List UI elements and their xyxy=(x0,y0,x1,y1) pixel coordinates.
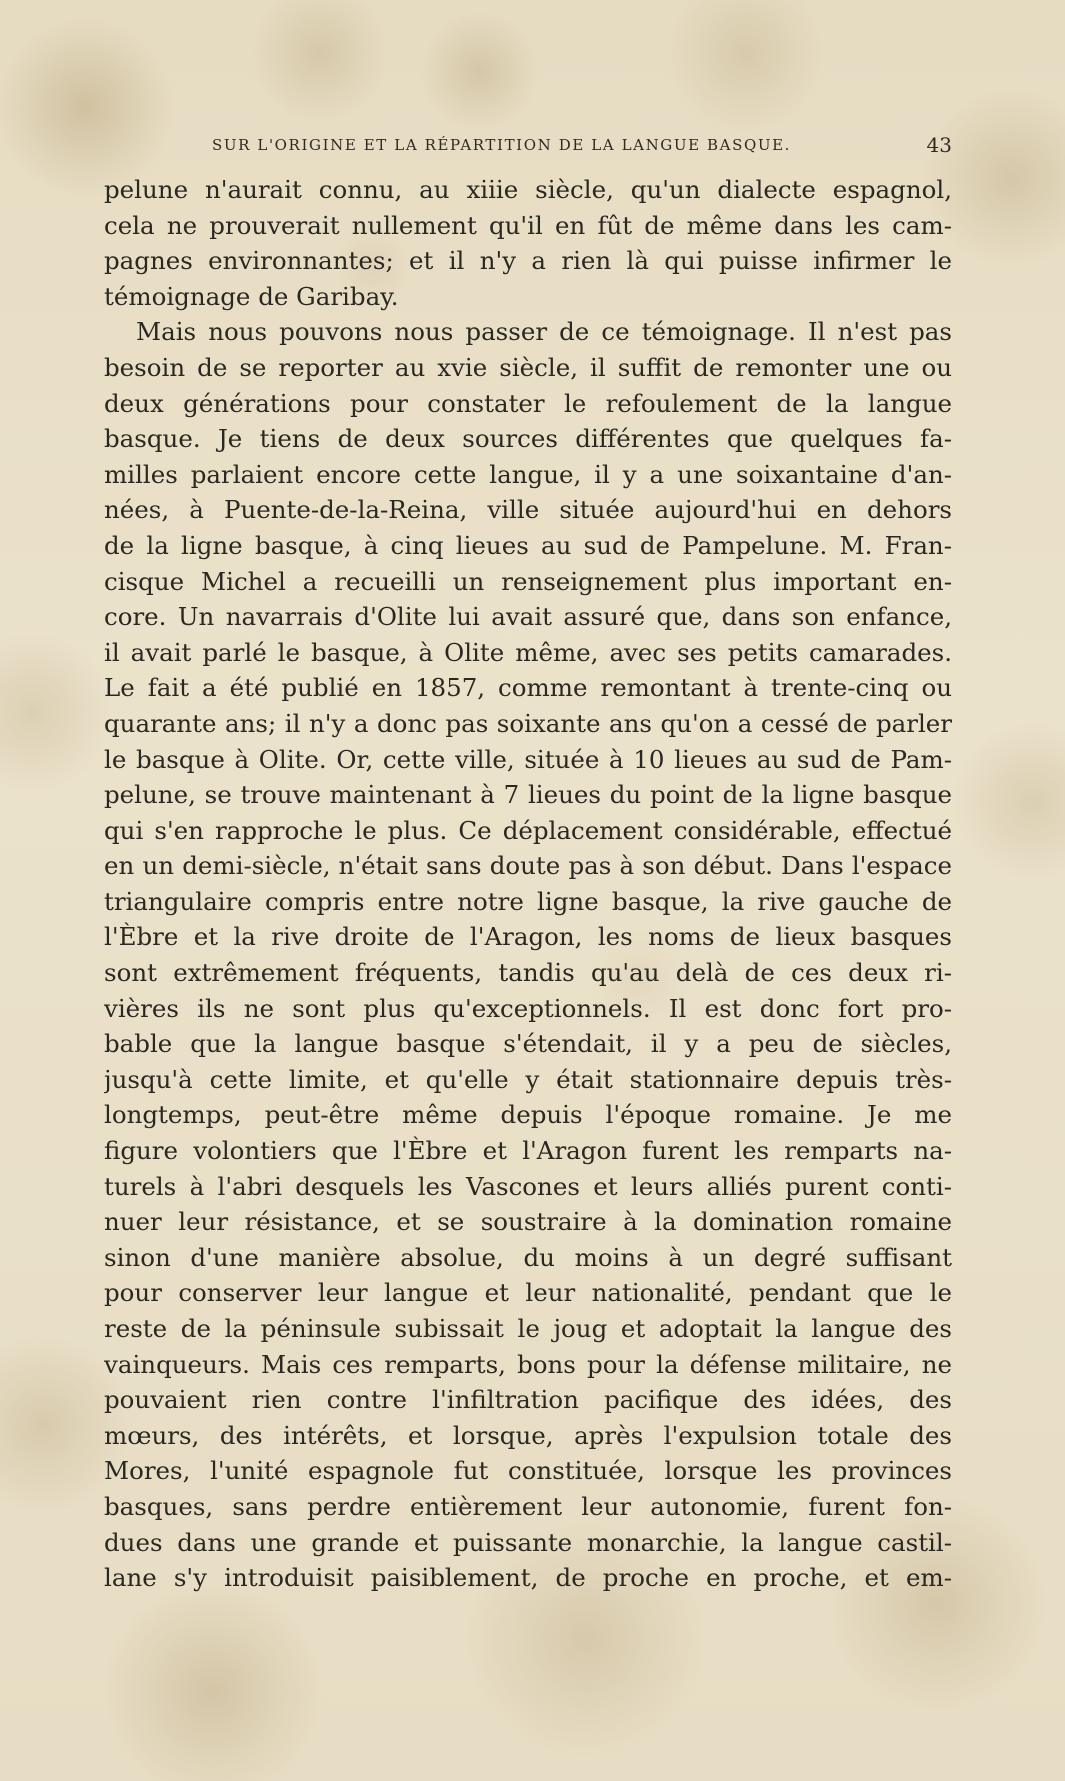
text-line: basques, sans perdre entièrement leur autonomie, furent fon- xyxy=(104,1491,952,1521)
text-line: nuer leur résistance, et se soustraire à la domination romaine xyxy=(104,1207,952,1237)
text-line: il avait parlé le basque, à Olite même, avec ses petits camarades. xyxy=(104,637,952,667)
text-line: quarante ans; il n'y a donc pas soixante ans qu'on a cessé de parler xyxy=(104,708,952,738)
text-line: triangulaire compris entre notre ligne basque, la rive gauche de xyxy=(104,886,952,916)
body-text xyxy=(104,172,952,1596)
text-line: Le fait a été publié en 1857, comme remontant à trente-cinq ou xyxy=(104,673,952,703)
text-line: figure volontiers que l'Èbre et l'Aragon furent les remparts na- xyxy=(104,1136,952,1166)
text-line: basque. Je tiens de deux sources différentes que quelques fa- xyxy=(104,424,952,454)
text-line: sont extrêmement fréquents, tandis qu'au delà de ces deux ri- xyxy=(104,958,952,988)
text-line: de la ligne basque, à cinq lieues au sud de Pampelune. M. Fran- xyxy=(104,530,952,560)
text-line: deux générations pour constater le refoulement de la langue xyxy=(104,388,952,418)
page-number: 43 xyxy=(926,133,952,157)
text-line: lane s'y introduisit paisiblement, de proche en proche, et em- xyxy=(104,1563,952,1593)
text-line: Mais nous pouvons nous passer de ce témoignage. Il n'est pas xyxy=(136,317,952,347)
text-line: Mores, l'unité espagnole fut constituée, lorsque les provinces xyxy=(104,1456,952,1486)
text-line: l'Èbre et la rive droite de l'Aragon, les noms de lieux basques xyxy=(104,922,952,952)
text-line: pelune n'aurait connu, au xiiie siècle, qu'un dialecte espagnol, xyxy=(104,175,952,204)
text-line: longtemps, peut-être même depuis l'époque romaine. Je me xyxy=(104,1100,952,1130)
text-line: bable que la langue basque s'étendait, il y a peu de siècles, xyxy=(104,1029,952,1059)
text-line: besoin de se reporter au xvie siècle, il suffit de remonter une ou xyxy=(104,352,952,382)
text-line: pelune, se trouve maintenant à 7 lieues du point de la ligne basque xyxy=(104,780,952,810)
text-line: cisque Michel a recueilli un renseignement plus important en- xyxy=(104,566,952,596)
text-line: turels à l'abri desquels les Vascones et leurs alliés purent conti- xyxy=(104,1171,952,1201)
text-line: témoignage de Garibay. xyxy=(104,281,399,311)
text-line: nées, à Puente-de-la-Reina, ville située aujourd'hui en dehors xyxy=(104,495,952,525)
page-header xyxy=(212,133,952,159)
running-title: SUR L'ORIGINE ET LA RÉPARTITION DE LA LANGUE BASQUE. xyxy=(212,136,792,154)
text-line: reste de la péninsule subissait le joug et adoptait la langue des xyxy=(104,1314,952,1343)
text-line: vainqueurs. Mais ces remparts, bons pour la défense militaire, ne xyxy=(104,1349,952,1379)
text-line: vières ils ne sont plus qu'exceptionnels. Il est donc fort pro- xyxy=(104,993,952,1023)
text-line: mœurs, des intérêts, et lorsque, après l'expulsion totale des xyxy=(104,1420,952,1450)
text-line: core. Un navarrais d'Olite lui avait assuré que, dans son enfance, xyxy=(104,602,952,632)
text-line: pagnes environnantes; et il n'y a rien là qui puisse infirmer le xyxy=(104,246,952,276)
text-line: le basque à Olite. Or, cette ville, située à 10 lieues au sud de Pam- xyxy=(104,744,952,774)
text-line: dues dans une grande et puissante monarchie, la langue castil- xyxy=(104,1527,952,1557)
text-line: milles parlaient encore cette langue, il y a une soixantaine d'an- xyxy=(104,459,952,489)
text-line: pouvaient rien contre l'infiltration pacifique des idées, des xyxy=(104,1385,952,1415)
text-line: qui s'en rapproche le plus. Ce déplacement considérable, effectué xyxy=(104,815,952,845)
text-line: sinon d'une manière absolue, du moins à un degré suffisant xyxy=(104,1242,952,1272)
text-line: pour conserver leur langue et leur nationalité, pendant que le xyxy=(104,1278,952,1308)
text-line: en un demi-siècle, n'était sans doute pas à son début. Dans l'espace xyxy=(104,851,952,881)
text-line: jusqu'à cette limite, et qu'elle y était stationnaire depuis très- xyxy=(104,1064,952,1094)
text-line: cela ne prouverait nullement qu'il en fût de même dans les cam- xyxy=(104,210,952,240)
